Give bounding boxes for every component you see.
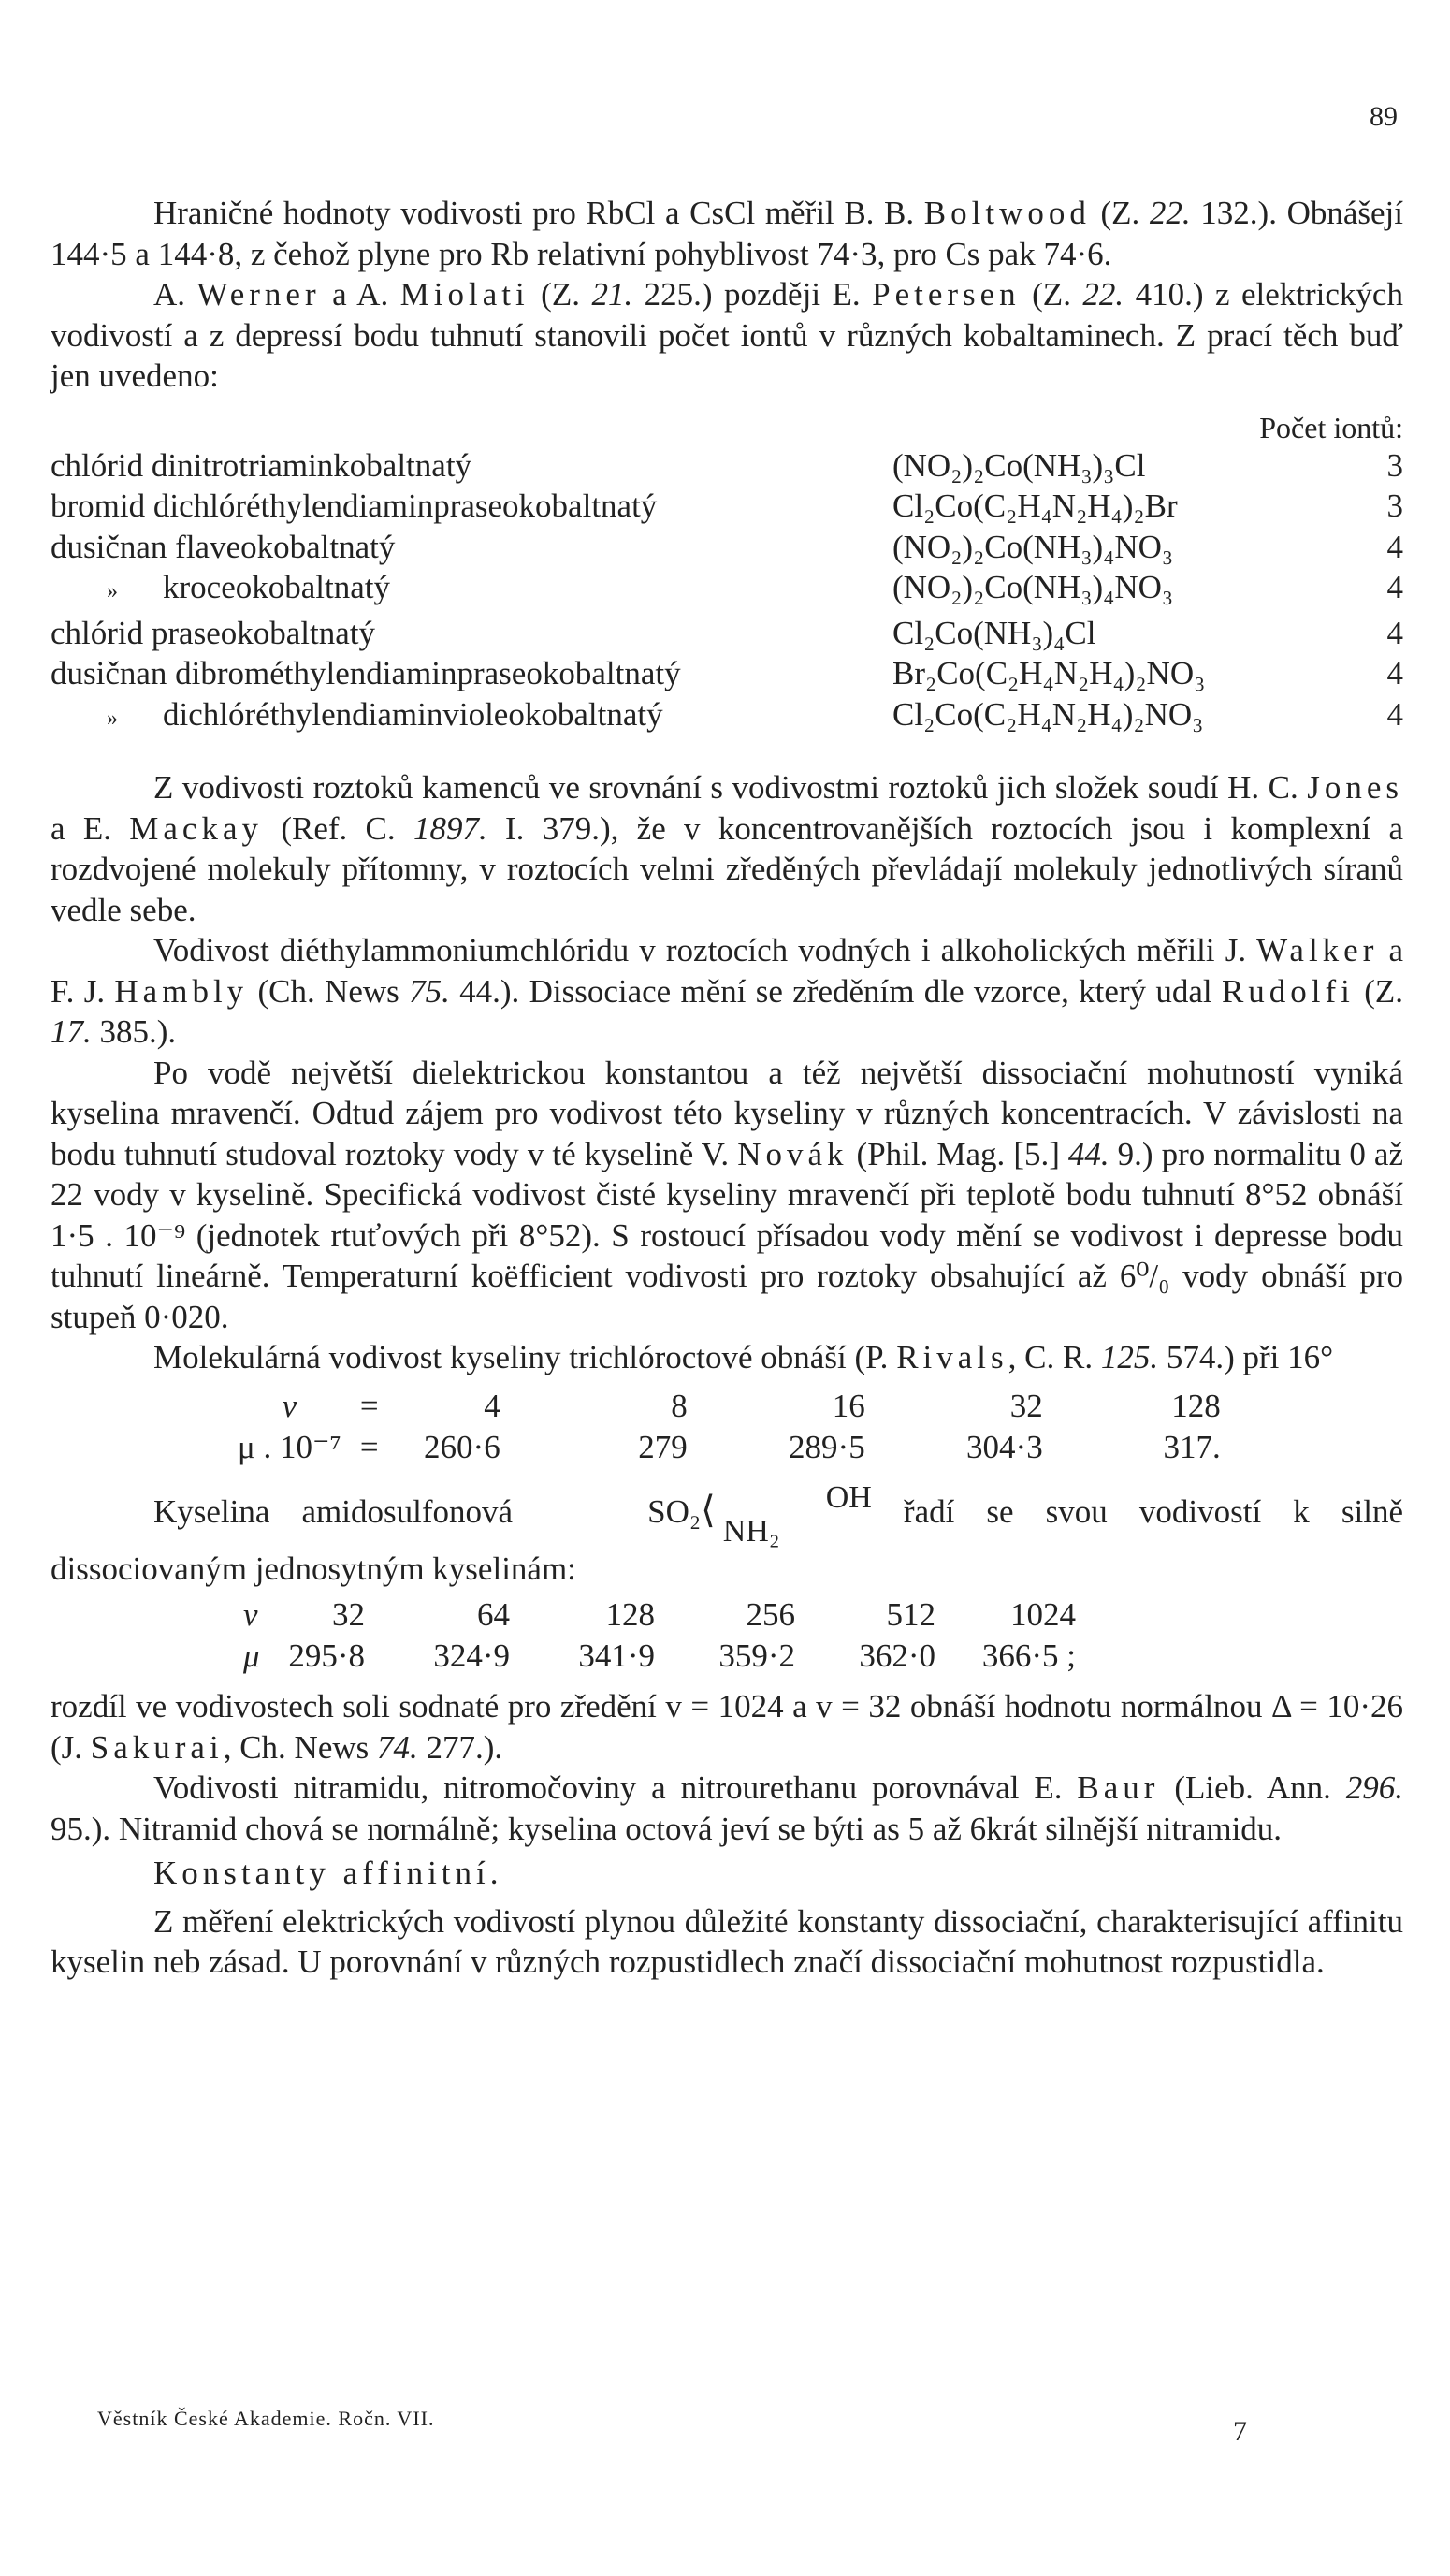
section-heading: Konstanty affinitní. — [153, 1855, 503, 1891]
paragraph-affinity: Z měření elektrických vodivostí plynou důležité konstanty dissociační, charakterisující affinitu kyselin neb zásad. U porovnání v různých rozpustidlech značí dissociační mohutnost rozpustidla. — [51, 1902, 1403, 1980]
signature-mark: 7 — [1233, 2416, 1247, 2447]
compound-formula: Br₂Co(C₂H₄N₂H₄)₂NO₃ — [892, 655, 1206, 691]
compound-table — [51, 445, 1403, 740]
trichloroacetic-table — [238, 1386, 1221, 1468]
ion-count: 4 — [1386, 655, 1403, 691]
compound-name: dusičnan flaveokobaltnatý — [51, 528, 396, 565]
amidosulfonic-formula: SO₂⟨ OH NH₂ — [647, 1479, 872, 1549]
compound-name: chlórid praseokobaltnatý — [51, 614, 375, 651]
table-row — [51, 486, 1403, 527]
ion-count: 4 — [1386, 614, 1403, 651]
ion-count: 3 — [1386, 446, 1403, 484]
table-row — [51, 445, 1403, 487]
paragraph-boltwood: Hraničné hodnoty vodivosti pro RbCl a CsCl měřil B. B. Boltwood (Z. 22. 132.). Obnášejí 144·5 a 144·8, z čehož plyne pro Rb relativní pohyblivost 74·3, pro Cs pak 74·6. — [51, 195, 1404, 272]
page-number: 89 — [1370, 101, 1398, 132]
author-name: Petersen — [872, 276, 1021, 313]
compound-formula: (NO₂)₂Co(NH₃)₄NO₃ — [892, 569, 1174, 605]
author-name: Mackay — [129, 809, 264, 847]
paragraph-amidosulfonic: Kyselina amidosulfonová SO₂⟨ OH NH₂ řadí se svou vodivostí k silně dissociovaným jednosytným kyselinám: — [51, 1479, 1403, 1587]
author-name: Miolati — [399, 276, 529, 313]
compound-formula: Cl₂Co(C₂H₄N₂H₄)₂NO₃ — [892, 695, 1204, 733]
amidosulfonic-table — [243, 1594, 1076, 1677]
table-row — [51, 567, 1403, 613]
author-name: Walker — [1256, 932, 1379, 968]
table-row: v 32 64 128 256 512 1024 — [243, 1596, 1076, 1634]
compound-formula: Cl₂Co(NH₃)₄Cl — [892, 614, 1096, 651]
compound-name: dichlóréthylendiaminvioleokobaltnatý — [163, 695, 663, 733]
author-name: Hambly — [114, 972, 249, 1010]
author-name: Baur — [1077, 1769, 1160, 1806]
table-row — [51, 527, 1403, 568]
paragraph-sakurai: rozdíl ve vodivostech soli sodnaté pro zředění v = 1024 a v = 32 obnáší hodnotu normálnou Δ = 10·26 (J. Sakurai, Ch. News 74. 277.). — [51, 1688, 1403, 1766]
paragraph-baur: Vodivosti nitramidu, nitromočoviny a nitrourethanu porovnával E. Baur (Lieb. Ann. 296. 95.). Nitramid chová se normálně; kyselina octová jeví se býti as 5 až 6krát silnější nitramidu. — [51, 1769, 1403, 1847]
author-name: Boltwood — [923, 195, 1091, 231]
ditto-mark: » — [107, 706, 118, 731]
text-column — [51, 193, 1403, 1983]
compound-name: kroceokobaltnatý — [163, 569, 390, 605]
compound-formula: Cl₂Co(C₂H₄N₂H₄)₂Br — [892, 488, 1178, 524]
author-name: Rivals — [896, 1339, 1008, 1375]
ion-count: 4 — [1386, 695, 1403, 733]
ion-count: 3 — [1386, 488, 1403, 524]
table-row: μ . 10⁻⁷ = 260·6 279 289·5 304·3 317. — [238, 1428, 1221, 1465]
author-name: Jones — [1307, 769, 1403, 806]
compound-formula: (NO₂)₂Co(NH₃)₃Cl — [892, 446, 1146, 484]
ion-count: 4 — [1386, 528, 1403, 565]
author-name: Sakurai — [90, 1728, 224, 1766]
table-row: v = 4 8 16 32 128 — [282, 1387, 1221, 1424]
compound-formula: (NO₂)₂Co(NH₃)₄NO₃ — [892, 528, 1174, 565]
paragraph-walker: Vodivost diéthylammoniumchlóridu v roztocích vodných i alkoholických měřili J. Walker a F. J. Hambly (Ch. News 75. 44.). Dissociace mění se zředěním dle vzorce, který udal Rudolfi (Z. 17. 385.). — [51, 932, 1403, 1050]
compound-name: bromid dichlóréthylendiaminpraseokobaltnatý — [51, 488, 658, 524]
table-row — [51, 653, 1403, 694]
journal-footer: Věstník České Akademie. Ročn. VII. — [97, 2407, 435, 2430]
compound-name: dusičnan dibrométhylendiaminpraseokobaltnatý — [51, 655, 681, 691]
author-name: Werner — [196, 276, 321, 313]
compound-name: chlórid dinitrotriaminkobaltnatý — [51, 446, 472, 484]
paragraph-novak: Po vodě největší dielektrickou konstantou a též největší dissociační mohutností vyniká kyselina mravenčí. Odtud zájem pro vodivost této kyseliny v různých koncentracích. V závislosti na bodu tuhnutí studoval roztoky vody v té kyselině V. Novák (Phil. Mag. [5.] 44. 9.) pro normalitu 0 až 22 vody v kyselině. Specifická vodivost čisté kyseliny mravenčí při teplotě bodu tuhnutí 8°52 obnáší 1·5 . 10⁻⁹ (jednotek rtuťových při 8°52). S rostoucí přísadou vody mění se vodivost i depresse bodu tuhnutí lineárně. Temperaturní koëfficient vodivosti pro roztoky obsahující až 6⁰/₀ vody obnáší pro stupeň 0·020. — [51, 1054, 1403, 1335]
author-name: Novák — [737, 1135, 848, 1172]
ditto-mark: » — [107, 579, 118, 604]
paragraph-rivals: Molekulárná vodivost kyseliny trichlóroctové obnáší (P. Rivals, C. R. 125. 574.) při 16° — [153, 1339, 1334, 1375]
table-row: μ 295·8 324·9 341·9 359·2 362·0 366·5 ; — [243, 1637, 1076, 1675]
table-row — [51, 694, 1403, 740]
author-name: Rudolfi — [1221, 972, 1355, 1010]
ion-count: 4 — [1386, 569, 1403, 605]
paragraph-jones: Z vodivosti roztoků kamenců ve srovnání s vodivostmi roztoků jich složek soudí H. C. Jones a E. Mackay (Ref. C. 1897. I. 379.), že v koncentrovanějších roztocích jsou i komplexní a rozdvojené molekuly přítomny, v roztocích velmi zředěných převládají molekuly jednotlivých síranů vedle sebe. — [51, 769, 1403, 928]
paragraph-werner: A. Werner a A. Miolati (Z. 21. 225.) později E. Petersen (Z. 22. 410.) z elektrických vodivostí a z depressí bodu tuhnutí stanovili počet iontů v různých kobaltaminech. Z prací těch buď jen uvedeno: — [51, 276, 1403, 394]
table-header-ion-count: Počet iontů: — [1259, 410, 1403, 444]
table-row — [51, 613, 1403, 654]
